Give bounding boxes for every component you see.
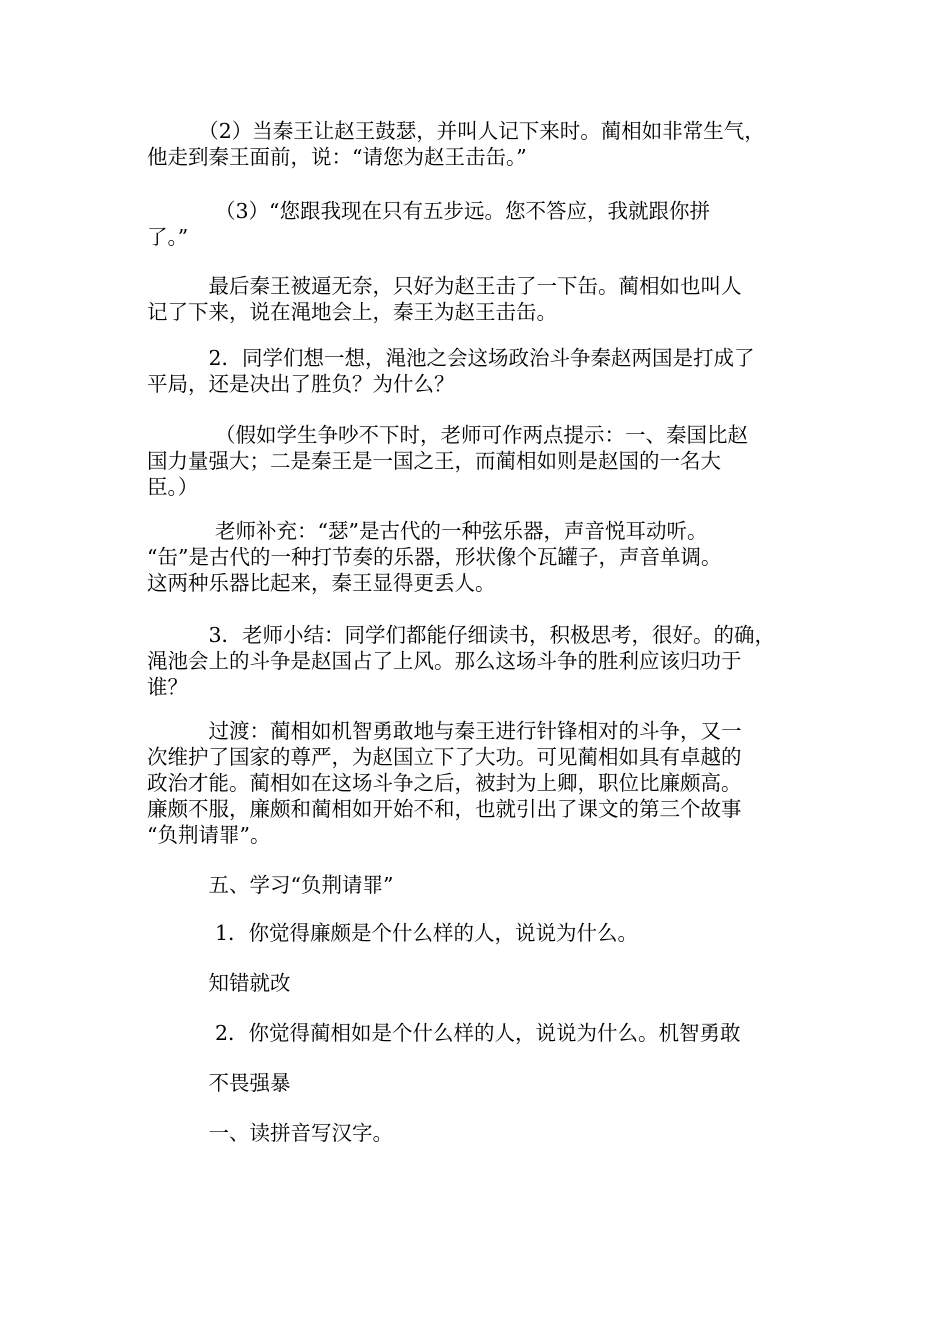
paragraph [147,1070,819,1096]
paragraph [147,273,819,325]
paragraph [147,1020,819,1046]
text-line: 他走到秦王面前，说：“请您为赵王击缶。” [147,145,527,169]
text-line: 国力量强大；二是秦王是一国之王，而蔺相如则是赵国的一名大 [147,449,721,473]
text-line: 一、读拼音写汉字。 [147,1121,393,1145]
text-line: 老师补充：“瑟”是古代的一种弦乐器，声音悦耳动听。 [147,519,708,543]
text-line: 2．同学们想一想，渑池之会这场政治斗争秦赵两国是打成了 [147,346,755,370]
text-line: 渑池会上的斗争是赵国占了上风。那么这场斗争的胜利应该归功于 [147,649,742,673]
paragraph [147,518,819,596]
text-line: 记了下来，说在渑地会上，秦王为赵王击缶。 [147,300,557,324]
paragraph [147,970,819,996]
text-line: 2．你觉得蔺相如是个什么样的人，说说为什么。机智勇敢 [147,1021,741,1045]
text-line: 臣。） [147,475,199,499]
paragraph [147,198,819,250]
text-line: 谁？ [147,675,188,699]
paragraph [147,718,819,848]
paragraph [147,118,819,170]
paragraph [147,622,819,700]
text-line: 知错就改 [147,971,291,995]
text-line: 次维护了国家的尊严，为赵国立下了大功。可见蔺相如具有卓越的 [147,745,742,769]
text-line: （3）“您跟我现在只有五步远。您不答应，我就跟你拼 [147,199,711,223]
text-line: 五、学习“负荆请罪” [147,873,394,897]
text-line: 不畏强暴 [147,1071,291,1095]
text-line: 平局，还是决出了胜负？为什么？ [147,372,455,396]
text-line: 过渡：蔺相如机智勇敢地与秦王进行针锋相对的斗争，又一 [147,719,742,743]
text-line: “缶”是古代的一种打节奏的乐器，形状像个瓦罐子，声音单调。 [147,545,722,569]
section-heading [147,1120,819,1146]
text-line: 最后秦王被逼无奈，只好为赵王击了一下缶。蔺相如也叫人 [147,274,742,298]
text-line: 这两种乐器比起来，秦王显得更丢人。 [147,571,496,595]
section-heading [147,872,819,898]
text-line: 政治才能。蔺相如在这场斗争之后，被封为上卿，职位比廉颇高。 [147,771,742,795]
paragraph [147,422,819,500]
text-line: （假如学生争吵不下时，老师可作两点提示：一、秦国比赵 [147,423,749,447]
text-line: “负荆请罪”。 [147,823,271,847]
text-line: （2）当秦王让赵王鼓瑟，并叫人记下来时。蔺相如非常生气， [147,119,765,143]
text-line: 廉颇不服，廉颇和蔺相如开始不和，也就引出了课文的第三个故事 [147,797,742,821]
text-line: 1．你觉得廉颇是个什么样的人，说说为什么。 [147,921,639,945]
paragraph [147,345,819,397]
paragraph [147,920,819,946]
text-line: 了。” [147,225,189,249]
text-line: 3．老师小结：同学们都能仔细读书，积极思考，很好。的确， [147,623,776,647]
